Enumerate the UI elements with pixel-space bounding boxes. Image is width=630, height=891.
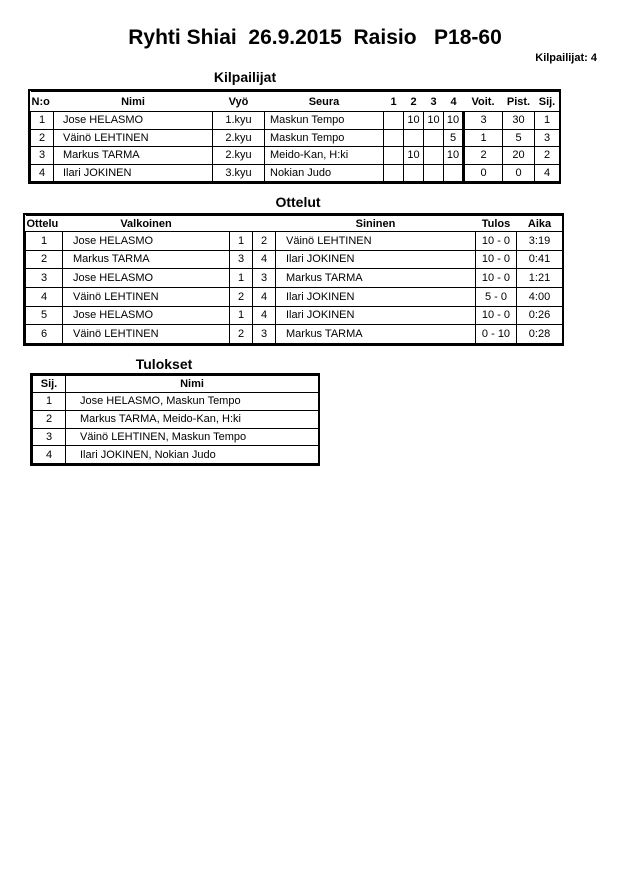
table-row — [31, 112, 560, 130]
cell-sininen: Ilari JOKINEN — [276, 250, 476, 269]
cell-valkoinen: Jose HELASMO — [63, 232, 230, 251]
cell-pist: 0 — [503, 164, 535, 182]
cell-sininen: Markus TARMA — [276, 269, 476, 288]
table-row — [31, 147, 560, 165]
col-header-round4: 4 — [444, 92, 464, 112]
cell-white-no: 2 — [230, 287, 253, 306]
cell-match-no: 6 — [26, 325, 63, 344]
cell-round1 — [384, 129, 404, 147]
cell-round2 — [404, 164, 424, 182]
table-row — [33, 446, 319, 464]
cell-tulos: 10 - 0 — [476, 306, 517, 325]
tulokset-table-grid — [32, 375, 319, 464]
cell-valkoinen: Jose HELASMO — [63, 306, 230, 325]
section-heading-ottelut: Ottelut — [275, 194, 321, 210]
cell-match-no: 4 — [26, 287, 63, 306]
col-header-round2: 2 — [404, 92, 424, 112]
cell-nimi: Väinö LEHTINEN — [54, 129, 213, 147]
col-header-tulos: Tulos — [476, 216, 517, 232]
cell-nimi: Jose HELASMO, Maskun Tempo — [66, 393, 319, 411]
cell-valkoinen: Väinö LEHTINEN — [63, 287, 230, 306]
cell-white-no: 1 — [230, 232, 253, 251]
col-header-seura: Seura — [265, 92, 384, 112]
section-heading-kilpailijat: Kilpailijat — [213, 69, 277, 85]
cell-seura: Meido-Kan, H:ki — [265, 147, 384, 165]
cell-tulos: 10 - 0 — [476, 269, 517, 288]
cell-sij: 2 — [33, 410, 66, 428]
col-header-sij: Sij. — [33, 376, 66, 393]
cell-no: 4 — [31, 164, 54, 182]
cell-round3 — [424, 147, 444, 165]
col-header-pist: Pist. — [503, 92, 535, 112]
cell-sij: 3 — [33, 428, 66, 446]
cell-vyo: 2.kyu — [213, 129, 265, 147]
col-header-blue-no — [253, 216, 276, 232]
cell-nimi: Markus TARMA — [54, 147, 213, 165]
table-row — [31, 164, 560, 182]
cell-round1 — [384, 164, 404, 182]
col-header-aika: Aika — [517, 216, 563, 232]
cell-blue-no: 4 — [253, 306, 276, 325]
cell-no: 2 — [31, 129, 54, 147]
cell-aika: 0:26 — [517, 306, 563, 325]
kilpailijat-table — [28, 89, 561, 184]
cell-tulos: 0 - 10 — [476, 325, 517, 344]
cell-nimi: Markus TARMA, Meido-Kan, H:ki — [66, 410, 319, 428]
cell-round4 — [444, 164, 464, 182]
table-header-row — [26, 216, 563, 232]
table-row — [33, 410, 319, 428]
cell-round2: 10 — [404, 112, 424, 130]
cell-white-no: 3 — [230, 250, 253, 269]
cell-sij: 1 — [535, 112, 560, 130]
cell-round3 — [424, 164, 444, 182]
cell-sij: 3 — [535, 129, 560, 147]
col-header-no: N:o — [31, 92, 54, 112]
cell-blue-no: 4 — [253, 287, 276, 306]
col-header-ottelu: Ottelu — [26, 216, 63, 232]
cell-seura: Maskun Tempo — [265, 112, 384, 130]
cell-blue-no: 3 — [253, 269, 276, 288]
cell-match-no: 5 — [26, 306, 63, 325]
cell-white-no: 1 — [230, 306, 253, 325]
page-title: Ryhti Shiai 26.9.2015 Raisio P18-60 — [128, 26, 502, 49]
table-row — [26, 269, 563, 288]
col-header-voit: Voit. — [464, 92, 503, 112]
ottelut-table-grid — [25, 215, 563, 344]
col-header-white-no — [230, 216, 253, 232]
tulokset-table — [30, 373, 320, 466]
cell-pist: 20 — [503, 147, 535, 165]
col-header-round1: 1 — [384, 92, 404, 112]
cell-blue-no: 2 — [253, 232, 276, 251]
table-row — [33, 428, 319, 446]
table-header-row — [33, 376, 319, 393]
cell-match-no: 1 — [26, 232, 63, 251]
col-header-vyo: Vyö — [213, 92, 265, 112]
table-row — [26, 306, 563, 325]
cell-voit: 1 — [464, 129, 503, 147]
cell-sininen: Ilari JOKINEN — [276, 287, 476, 306]
ottelut-table — [23, 213, 564, 346]
cell-match-no: 2 — [26, 250, 63, 269]
cell-valkoinen: Väinö LEHTINEN — [63, 325, 230, 344]
cell-sij: 1 — [33, 393, 66, 411]
cell-sininen: Väinö LEHTINEN — [276, 232, 476, 251]
kilpailijat-table-grid — [30, 91, 560, 182]
cell-round3: 10 — [424, 112, 444, 130]
cell-nimi: Väinö LEHTINEN, Maskun Tempo — [66, 428, 319, 446]
cell-voit: 0 — [464, 164, 503, 182]
competitors-count: Kilpailijat: 4 — [535, 52, 597, 64]
cell-aika: 0:28 — [517, 325, 563, 344]
col-header-valkoinen: Valkoinen — [63, 216, 230, 232]
cell-vyo: 2.kyu — [213, 147, 265, 165]
cell-match-no: 3 — [26, 269, 63, 288]
section-heading-tulokset: Tulokset — [135, 356, 193, 372]
cell-white-no: 1 — [230, 269, 253, 288]
cell-nimi: Jose HELASMO — [54, 112, 213, 130]
cell-sij: 2 — [535, 147, 560, 165]
cell-seura: Maskun Tempo — [265, 129, 384, 147]
cell-aika: 4:00 — [517, 287, 563, 306]
cell-seura: Nokian Judo — [265, 164, 384, 182]
cell-valkoinen: Markus TARMA — [63, 250, 230, 269]
cell-vyo: 1.kyu — [213, 112, 265, 130]
cell-round3 — [424, 129, 444, 147]
col-header-sij: Sij. — [535, 92, 560, 112]
cell-white-no: 2 — [230, 325, 253, 344]
cell-blue-no: 4 — [253, 250, 276, 269]
col-header-round3: 3 — [424, 92, 444, 112]
cell-tulos: 5 - 0 — [476, 287, 517, 306]
col-header-nimi: Nimi — [66, 376, 319, 393]
cell-sij: 4 — [535, 164, 560, 182]
cell-sij: 4 — [33, 446, 66, 464]
table-row — [26, 287, 563, 306]
cell-round4: 5 — [444, 129, 464, 147]
cell-vyo: 3.kyu — [213, 164, 265, 182]
table-header-row — [31, 92, 560, 112]
cell-sininen: Markus TARMA — [276, 325, 476, 344]
cell-valkoinen: Jose HELASMO — [63, 269, 230, 288]
cell-pist: 30 — [503, 112, 535, 130]
cell-aika: 0:41 — [517, 250, 563, 269]
cell-tulos: 10 - 0 — [476, 250, 517, 269]
cell-tulos: 10 - 0 — [476, 232, 517, 251]
cell-nimi: Ilari JOKINEN, Nokian Judo — [66, 446, 319, 464]
cell-blue-no: 3 — [253, 325, 276, 344]
table-row — [26, 325, 563, 344]
col-header-sininen: Sininen — [276, 216, 476, 232]
table-row — [33, 393, 319, 411]
col-header-nimi: Nimi — [54, 92, 213, 112]
cell-pist: 5 — [503, 129, 535, 147]
cell-aika: 1:21 — [517, 269, 563, 288]
table-row — [26, 232, 563, 251]
table-row — [31, 129, 560, 147]
cell-round2 — [404, 129, 424, 147]
cell-round4: 10 — [444, 147, 464, 165]
cell-round1 — [384, 112, 404, 130]
cell-no: 3 — [31, 147, 54, 165]
cell-sininen: Ilari JOKINEN — [276, 306, 476, 325]
cell-aika: 3:19 — [517, 232, 563, 251]
cell-voit: 2 — [464, 147, 503, 165]
cell-no: 1 — [31, 112, 54, 130]
cell-nimi: Ilari JOKINEN — [54, 164, 213, 182]
table-row — [26, 250, 563, 269]
cell-voit: 3 — [464, 112, 503, 130]
cell-round2: 10 — [404, 147, 424, 165]
cell-round4: 10 — [444, 112, 464, 130]
cell-round1 — [384, 147, 404, 165]
